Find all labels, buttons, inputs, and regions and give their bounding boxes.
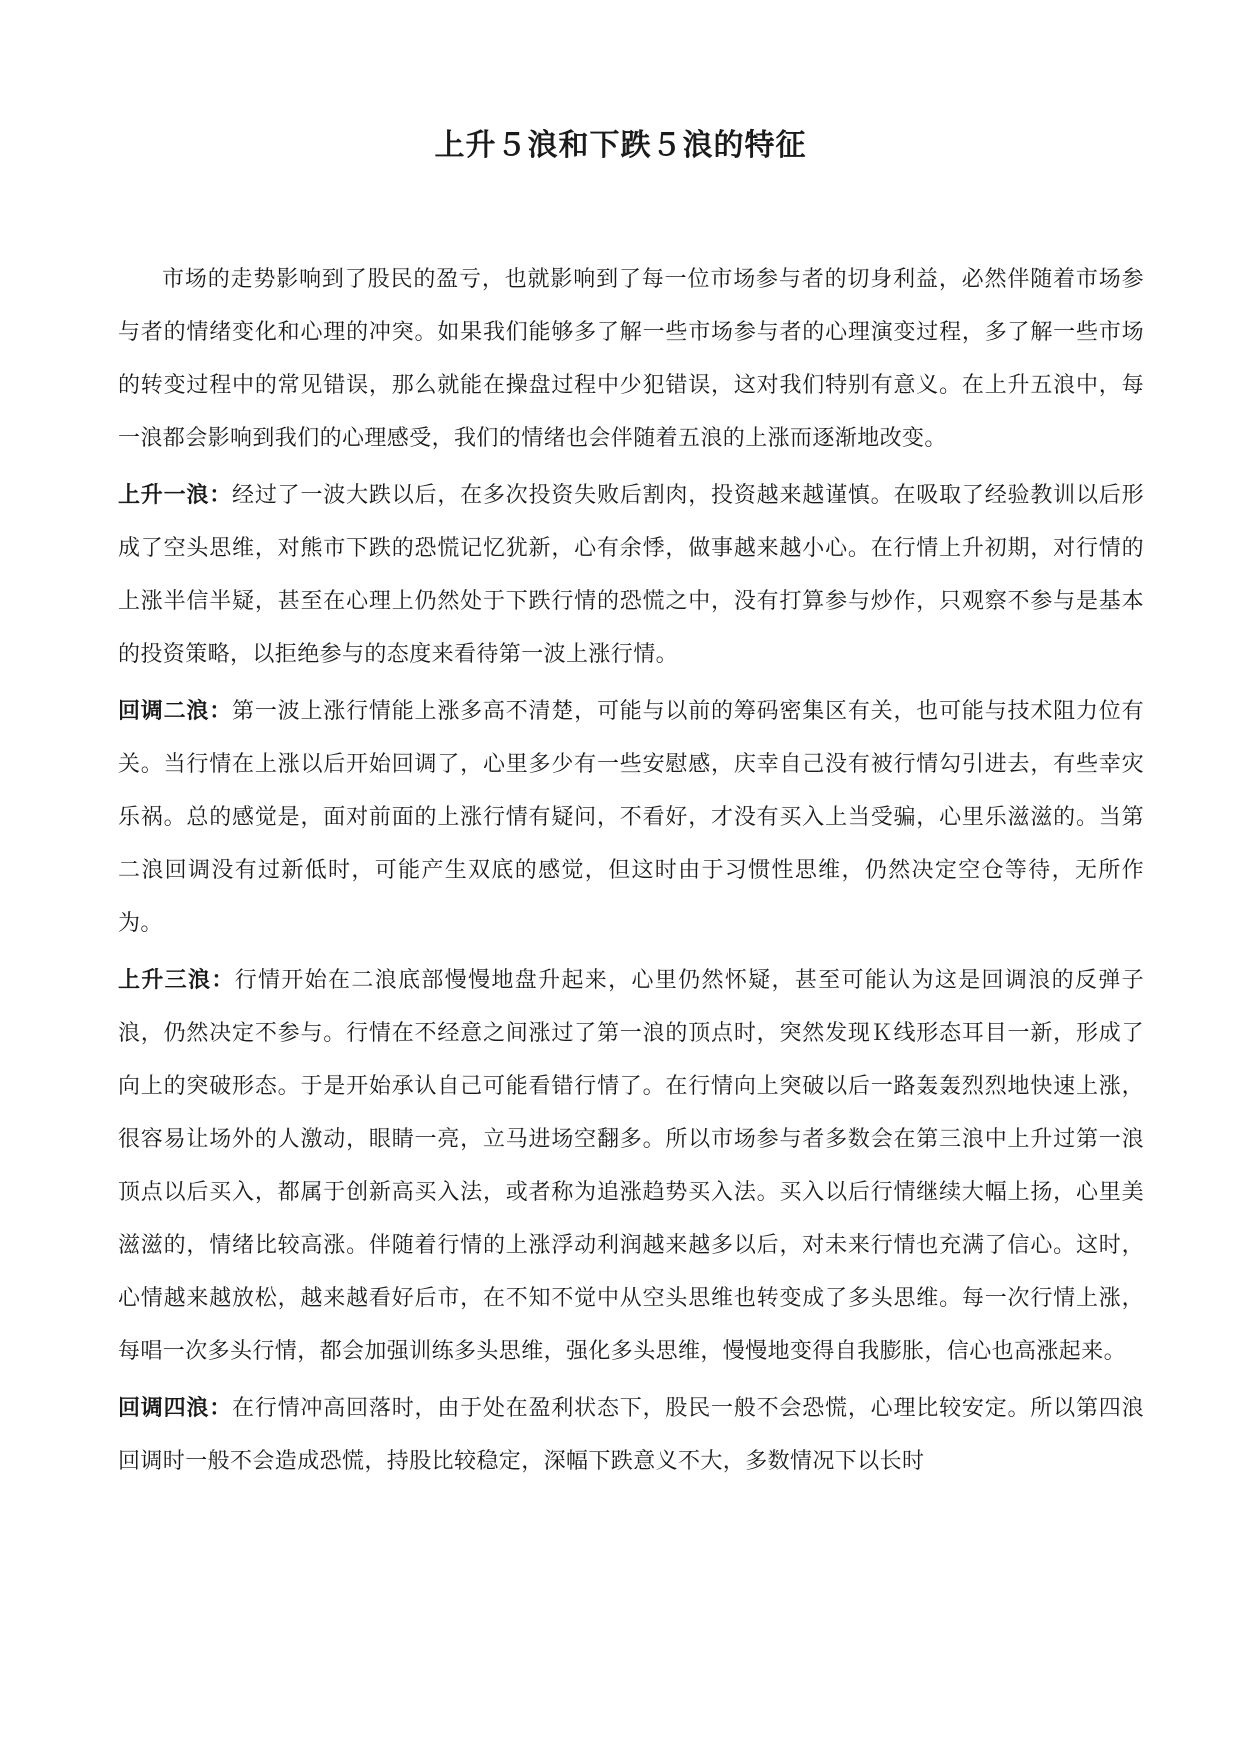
section-heading: 回调二浪： [118, 698, 233, 724]
section-wave-2 [118, 685, 1144, 950]
page-title: 上升５浪和下跌５浪的特征 [434, 128, 807, 163]
section-wave-3 [118, 954, 1144, 1378]
document-body [118, 253, 1144, 1492]
section-wave-1 [118, 469, 1144, 681]
section-heading: 回调四浪： [118, 1395, 233, 1421]
section-text: 经过了一波大跌以后，在多次投资失败后割肉，投资越来越谨慎。在吸取了经验教训以后形成了空头思维，对熊市下跌的恐慌记忆犹新，心有余悸，做事越来越小心。在行情上升初期，对行情的上涨半信半疑，甚至在心理上仍然处于下跌行情的恐慌之中，没有打算参与炒作，只观察不参与是基本的投资策略，以拒绝参与的态度来看待第一波上涨行情。 [118, 483, 1144, 667]
section-heading: 上升三浪： [118, 967, 235, 993]
section-text: 在行情冲高回落时，由于处在盈利状态下，股民一般不会恐慌，心理比较安定。所以第四浪回调时一般不会造成恐慌，持股比较稳定，深幅下跌意义不大，多数情况下以长时 [118, 1396, 1144, 1474]
section-wave-4 [118, 1382, 1144, 1488]
section-text: 行情开始在二浪底部慢慢地盘升起来，心里仍然怀疑，甚至可能认为这是回调浪的反弹子浪，仍然决定不参与。行情在不经意之间涨过了第一浪的顶点时，突然发现Ｋ线形态耳目一新，形成了向上的突破形态。于是开始承认自己可能看错行情了。在行情向上突破以后一路轰轰烈烈地快速上涨，很容易让场外的人激动，眼睛一亮，立马进场空翻多。所以市场参与者多数会在第三浪中上升过第一浪顶点以后买入，都属于创新高买入法，或者称为追涨趋势买入法。买入以后行情继续大幅上扬，心里美滋滋的，情绪比较高涨。伴随着行情的上涨浮动利润越来越多以后，对未来行情也充满了信心。这时，心情越来越放松，越来越看好后市，在不知不觉中从空头思维也转变成了多头思维。每一次行情上涨，每唱一次多头行情，都会加强训练多头思维，强化多头思维，慢慢地变得自我膨胀，信心也高涨起来。 [118, 968, 1144, 1364]
section-text: 第一波上涨行情能上涨多高不清楚，可能与以前的筹码密集区有关，也可能与技术阻力位有关。当行情在上涨以后开始回调了，心里多少有一些安慰感，庆幸自己没有被行情勾引进去，有些幸灾乐祸。总的感觉是，面对前面的上涨行情有疑问，不看好，才没有买入上当受骗，心里乐滋滋的。当第二浪回调没有过新低时，可能产生双底的感觉，但这时由于习惯性思维，仍然决定空仓等待，无所作为。 [118, 699, 1144, 936]
intro-paragraph: 市场的走势影响到了股民的盈亏，也就影响到了每一位市场参与者的切身利益，必然伴随着市场参与者的情绪变化和心理的冲突。如果我们能够多了解一些市场参与者的心理演变过程，多了解一些市场的转变过程中的常见错误，那么就能在操盘过程中少犯错误，这对我们特别有意义。在上升五浪中，每一浪都会影响到我们的心理感受，我们的情绪也会伴随着五浪的上涨而逐渐地改变。 [118, 267, 1144, 451]
section-heading: 上升一浪： [118, 482, 233, 508]
